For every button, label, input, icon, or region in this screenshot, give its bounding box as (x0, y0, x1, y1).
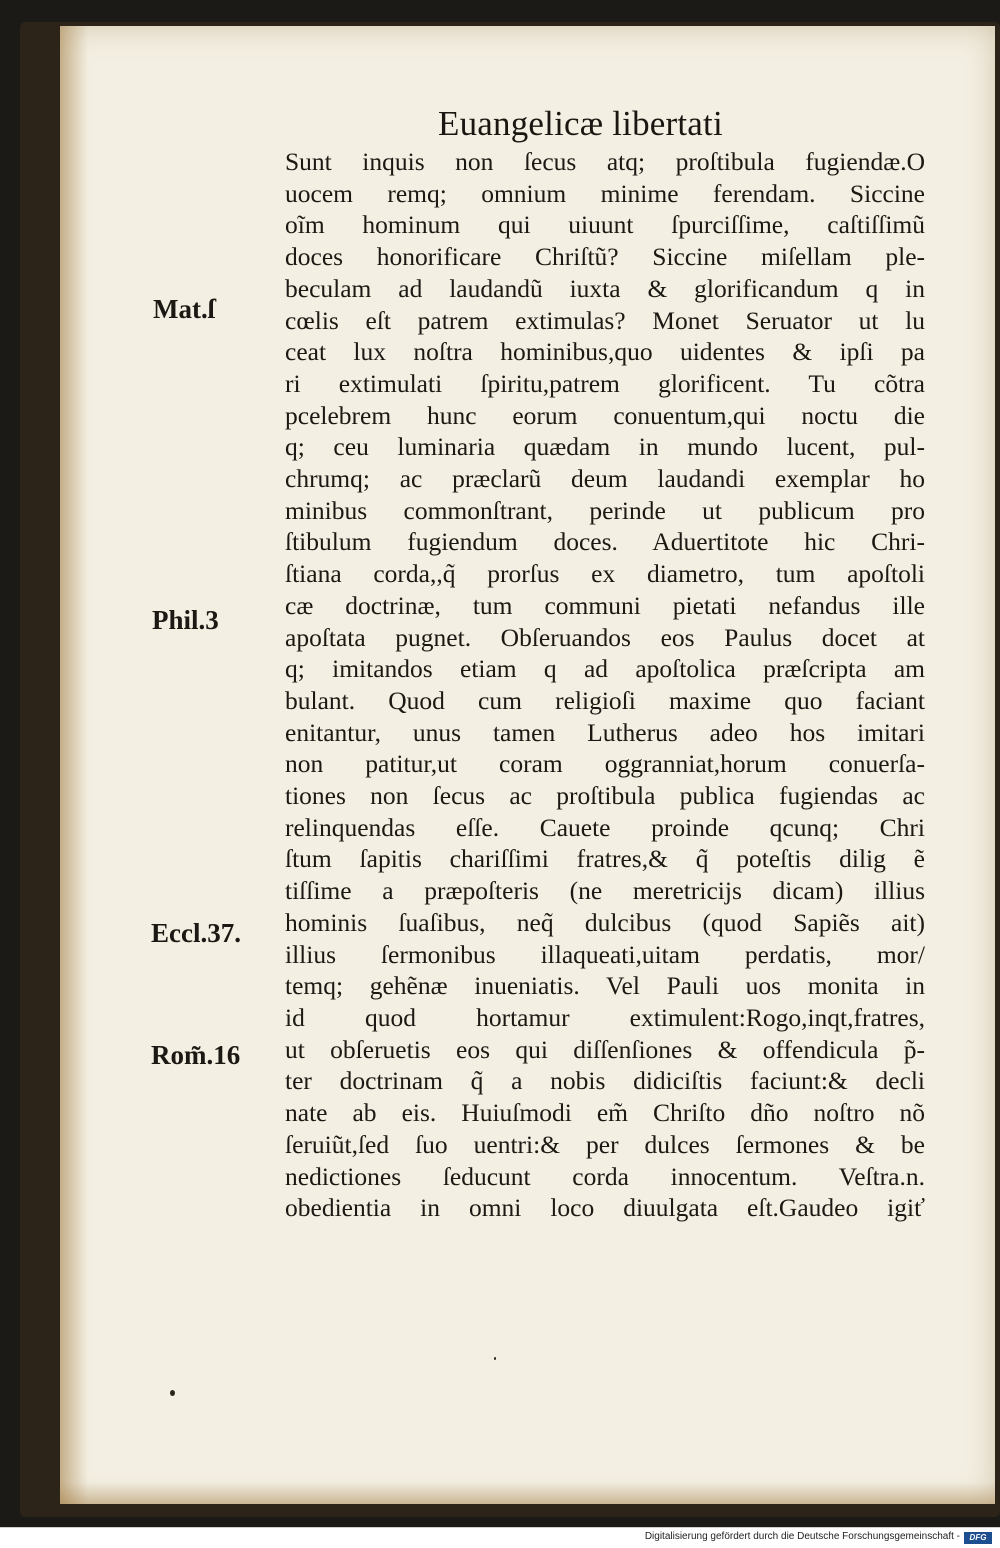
dfg-logo-icon: DFG (964, 1532, 992, 1544)
text-line: cæ doctrinæ, tum communi pietati nefandus ille (285, 590, 925, 620)
text-line: obedientia in omni loco diuulgata eſt.Gaudeo igiť (285, 1193, 925, 1223)
text-line: q; imitandos etiam q ad apoſtolica præſcripta am (285, 654, 925, 684)
text-line: ſtum ſapitis chariſſimi fratres,& q̃ poteſtis dilig ẽ (285, 844, 925, 874)
text-line: ter doctrinam q̃ a nobis didiciſtis faciunt:& decli (285, 1066, 925, 1096)
marginal-note-ecclesiasticus: Eccl.37. (151, 918, 241, 948)
text-line: enitantur, unus tamen Lutherus adeo hos imitari (285, 717, 925, 747)
text-line: nate ab eis. Huiuſmodi em̃ Chriſto dño noſtro nõ (285, 1098, 925, 1128)
text-line: uocem remq; omnium minime ferendam. Siccine (285, 178, 925, 208)
ink-speck (170, 1390, 175, 1396)
digitization-footer (0, 1527, 1000, 1548)
ink-speck (494, 1357, 496, 1360)
text-line: beculam ad laudandũ iuxta & glorificandum q in (285, 273, 925, 303)
text-line: ſeruiũt,ſed ſuo uentri:& per dulces ſermones & be (285, 1129, 925, 1159)
text-line: nedictiones ſeducunt corda innocentum. Veſtra.n. (285, 1161, 925, 1191)
running-head: Euangelicæ libertati (438, 104, 723, 143)
text-line: doces honorificare Chriſtũ? Siccine miſellam ple- (285, 242, 925, 272)
text-line: oĩm hominum qui uiuunt ſpurciſſime, caſtiſſimũ (285, 210, 925, 240)
marginal-note-matthew: Mat.ſ (153, 294, 216, 324)
text-line: pcelebrem hunc eorum conuentum,qui noctu die (285, 400, 925, 430)
text-line: Sunt inquis non ſecus atq; proſtibula fugiendæ.O (285, 147, 925, 176)
marginal-note-romans: Rom̃.16 (151, 1040, 241, 1070)
footer-credit: Digitalisierung gefördert durch die Deutsche Forschungsgemeinschaft - (644, 1531, 960, 1542)
text-line: apoſtata pugnet. Obſeruandos eos Paulus docet at (285, 622, 925, 652)
text-line: ut obſeruetis eos qui diſſenſiones & offendicula p̃- (285, 1034, 925, 1064)
text-line: ſtibulum fugiendum doces. Aduertitote hic Chri- (285, 527, 925, 557)
text-line: tiſſime a præpoſteris (ne meretricijs dicam) illius (285, 876, 925, 906)
text-line: q; ceu luminaria quædam in mundo lucent, pul- (285, 432, 925, 462)
text-line: bulant. Quod cum religioſi maxime quo faciant (285, 685, 925, 715)
marginal-note-philippians: Phil.3 (152, 605, 219, 635)
text-line: ceat lux noſtra hominibus,quo uidentes & ipſi pa (285, 337, 925, 367)
text-line: tiones non ſecus ac proſtibula publica fugiendas ac (285, 781, 925, 811)
text-line: chrumq; ac præclarũ deum laudandi exemplar ho (285, 464, 925, 494)
text-line: minibus commonſtrant, perinde ut publicum pro (285, 495, 925, 525)
text-line: ſtiana corda,,q̃ prorſus ex diametro, tum apoſtoli (285, 559, 925, 589)
body-text (285, 146, 925, 1224)
text-line: illius ſermonibus illaqueati,uitam perdatis, mor/ (285, 939, 925, 969)
text-line: cœlis eſt patrem extimulas? Monet Seruator ut lu (285, 305, 925, 335)
text-line: temq; gehẽnæ inueniatis. Vel Pauli uos monita in (285, 971, 925, 1001)
text-line: id quod hortamur extimulent:Rogo,inqt,fratres, (285, 1002, 925, 1032)
text-line: ri extimulati ſpiritu,patrem glorificent. Tu cõtra (285, 368, 925, 398)
text-line: non patitur,ut coram oggranniat,horum conuerſa- (285, 749, 925, 779)
text-line: relinquendas eſſe. Cauete proinde qcunq; Chri (285, 812, 925, 842)
text-line: hominis ſuaſibus, neq̃ dulcibus (quod Sapiẽs ait) (285, 907, 925, 937)
